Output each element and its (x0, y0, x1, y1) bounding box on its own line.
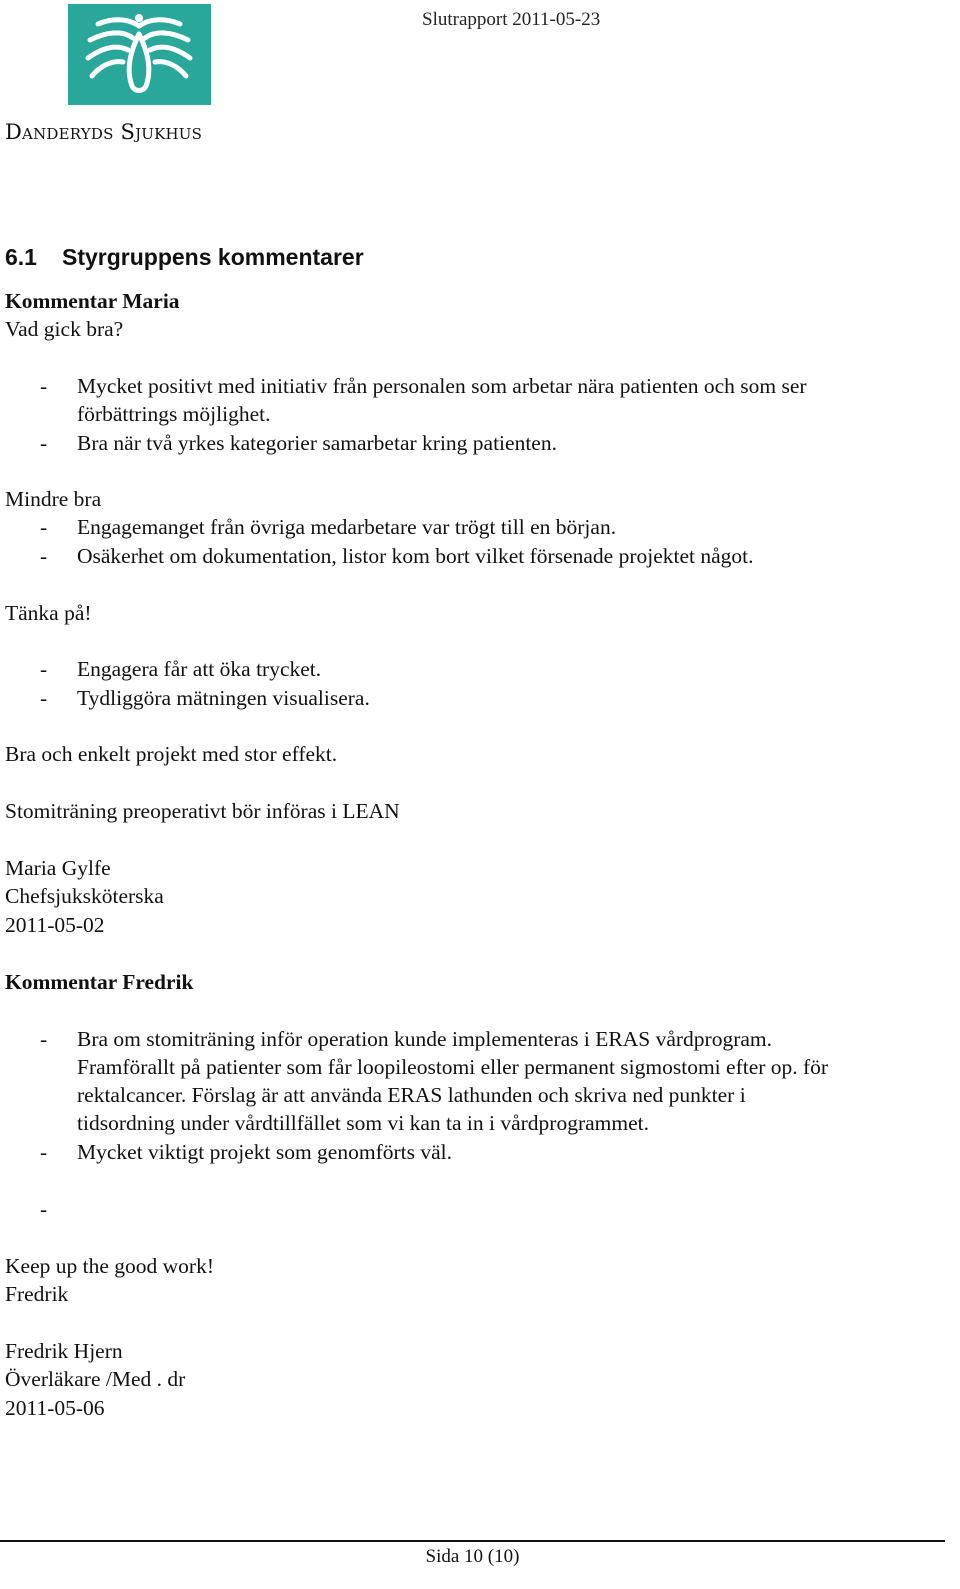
list-item: Osäkerhet om dokumentation, listor kom bort vilket försenade projektet något. (77, 544, 754, 568)
maria-signature-date: 2011-05-02 (5, 913, 105, 937)
closing-text: Keep up the good work! (5, 1254, 214, 1278)
fredrik-heading: Kommentar Fredrik (5, 970, 194, 994)
empty-bullet-dash: - (40, 1197, 48, 1221)
report-label: Slutrapport 2011-05-23 (422, 9, 601, 30)
bullet-dash: - (40, 1027, 48, 1051)
bullet-dash: - (40, 374, 48, 398)
list-item (77, 372, 937, 428)
section-heading (5, 244, 364, 271)
section-number: 6.1 (5, 244, 37, 270)
organization-name: Danderyds Sjukhus (5, 120, 203, 144)
bullet-dash: - (40, 431, 48, 455)
footer-divider (0, 1540, 945, 1542)
list-item-line: Mycket positivt med initiativ från personalen som arbetar nära patienten och som ser (77, 374, 807, 398)
good-label: Vad gick bra? (5, 317, 124, 341)
section-title: Styrgruppens kommentarer (62, 244, 364, 270)
summary-text: Bra och enkelt projekt med stor effekt. (5, 742, 338, 766)
bullet-dash: - (40, 657, 48, 681)
bullet-dash: - (40, 1140, 48, 1164)
list-item-line: tidsordning under vårdtillfället som vi kan ta in i vårdprogrammet. (77, 1111, 650, 1135)
list-item: Engagemanget från övriga medarbetare var trögt till en början. (77, 515, 617, 539)
bullet-dash: - (40, 544, 48, 568)
think-label: Tänka på! (5, 601, 92, 625)
list-item-line: Bra om stomiträning inför operation kunde implementeras i ERAS vårdprogram. (77, 1027, 773, 1051)
list-item-line: Framförallt på patienter som får loopileostomi eller permanent sigmostomi efter op. för (77, 1055, 829, 1079)
list-item-line: rektalcancer. Förslag är att använda ERAS lathunden och skriva ned punkter i (77, 1083, 746, 1107)
fredrik-signature-name: Fredrik Hjern (5, 1339, 123, 1363)
recommendation-text: Stomiträning preoperativt bör införas i LEAN (5, 799, 400, 823)
hospital-logo (68, 4, 211, 105)
closing-name: Fredrik (5, 1282, 69, 1306)
list-item: Bra när två yrkes kategorier samarbetar kring patienten. (77, 431, 557, 455)
list-item: Engagera får att öka trycket. (77, 657, 322, 681)
maria-signature-name: Maria Gylfe (5, 856, 111, 880)
list-item-line: förbättrings möjlighet. (77, 402, 271, 426)
dove-hands-logo-icon (68, 4, 211, 105)
page-number: Sida 10 (10) (425, 1546, 520, 1567)
fredrik-signature-date: 2011-05-06 (5, 1396, 105, 1420)
less-label: Mindre bra (5, 487, 102, 511)
bullet-dash: - (40, 686, 48, 710)
list-item (77, 1025, 937, 1137)
maria-signature-title: Chefsjuksköterska (5, 884, 164, 908)
bullet-dash: - (40, 515, 48, 539)
list-item: Tydliggöra mätningen visualisera. (77, 686, 370, 710)
maria-heading: Kommentar Maria (5, 289, 180, 313)
list-item: Mycket viktigt projekt som genomförts väl. (77, 1140, 453, 1164)
fredrik-signature-title: Överläkare /Med . dr (5, 1367, 186, 1391)
